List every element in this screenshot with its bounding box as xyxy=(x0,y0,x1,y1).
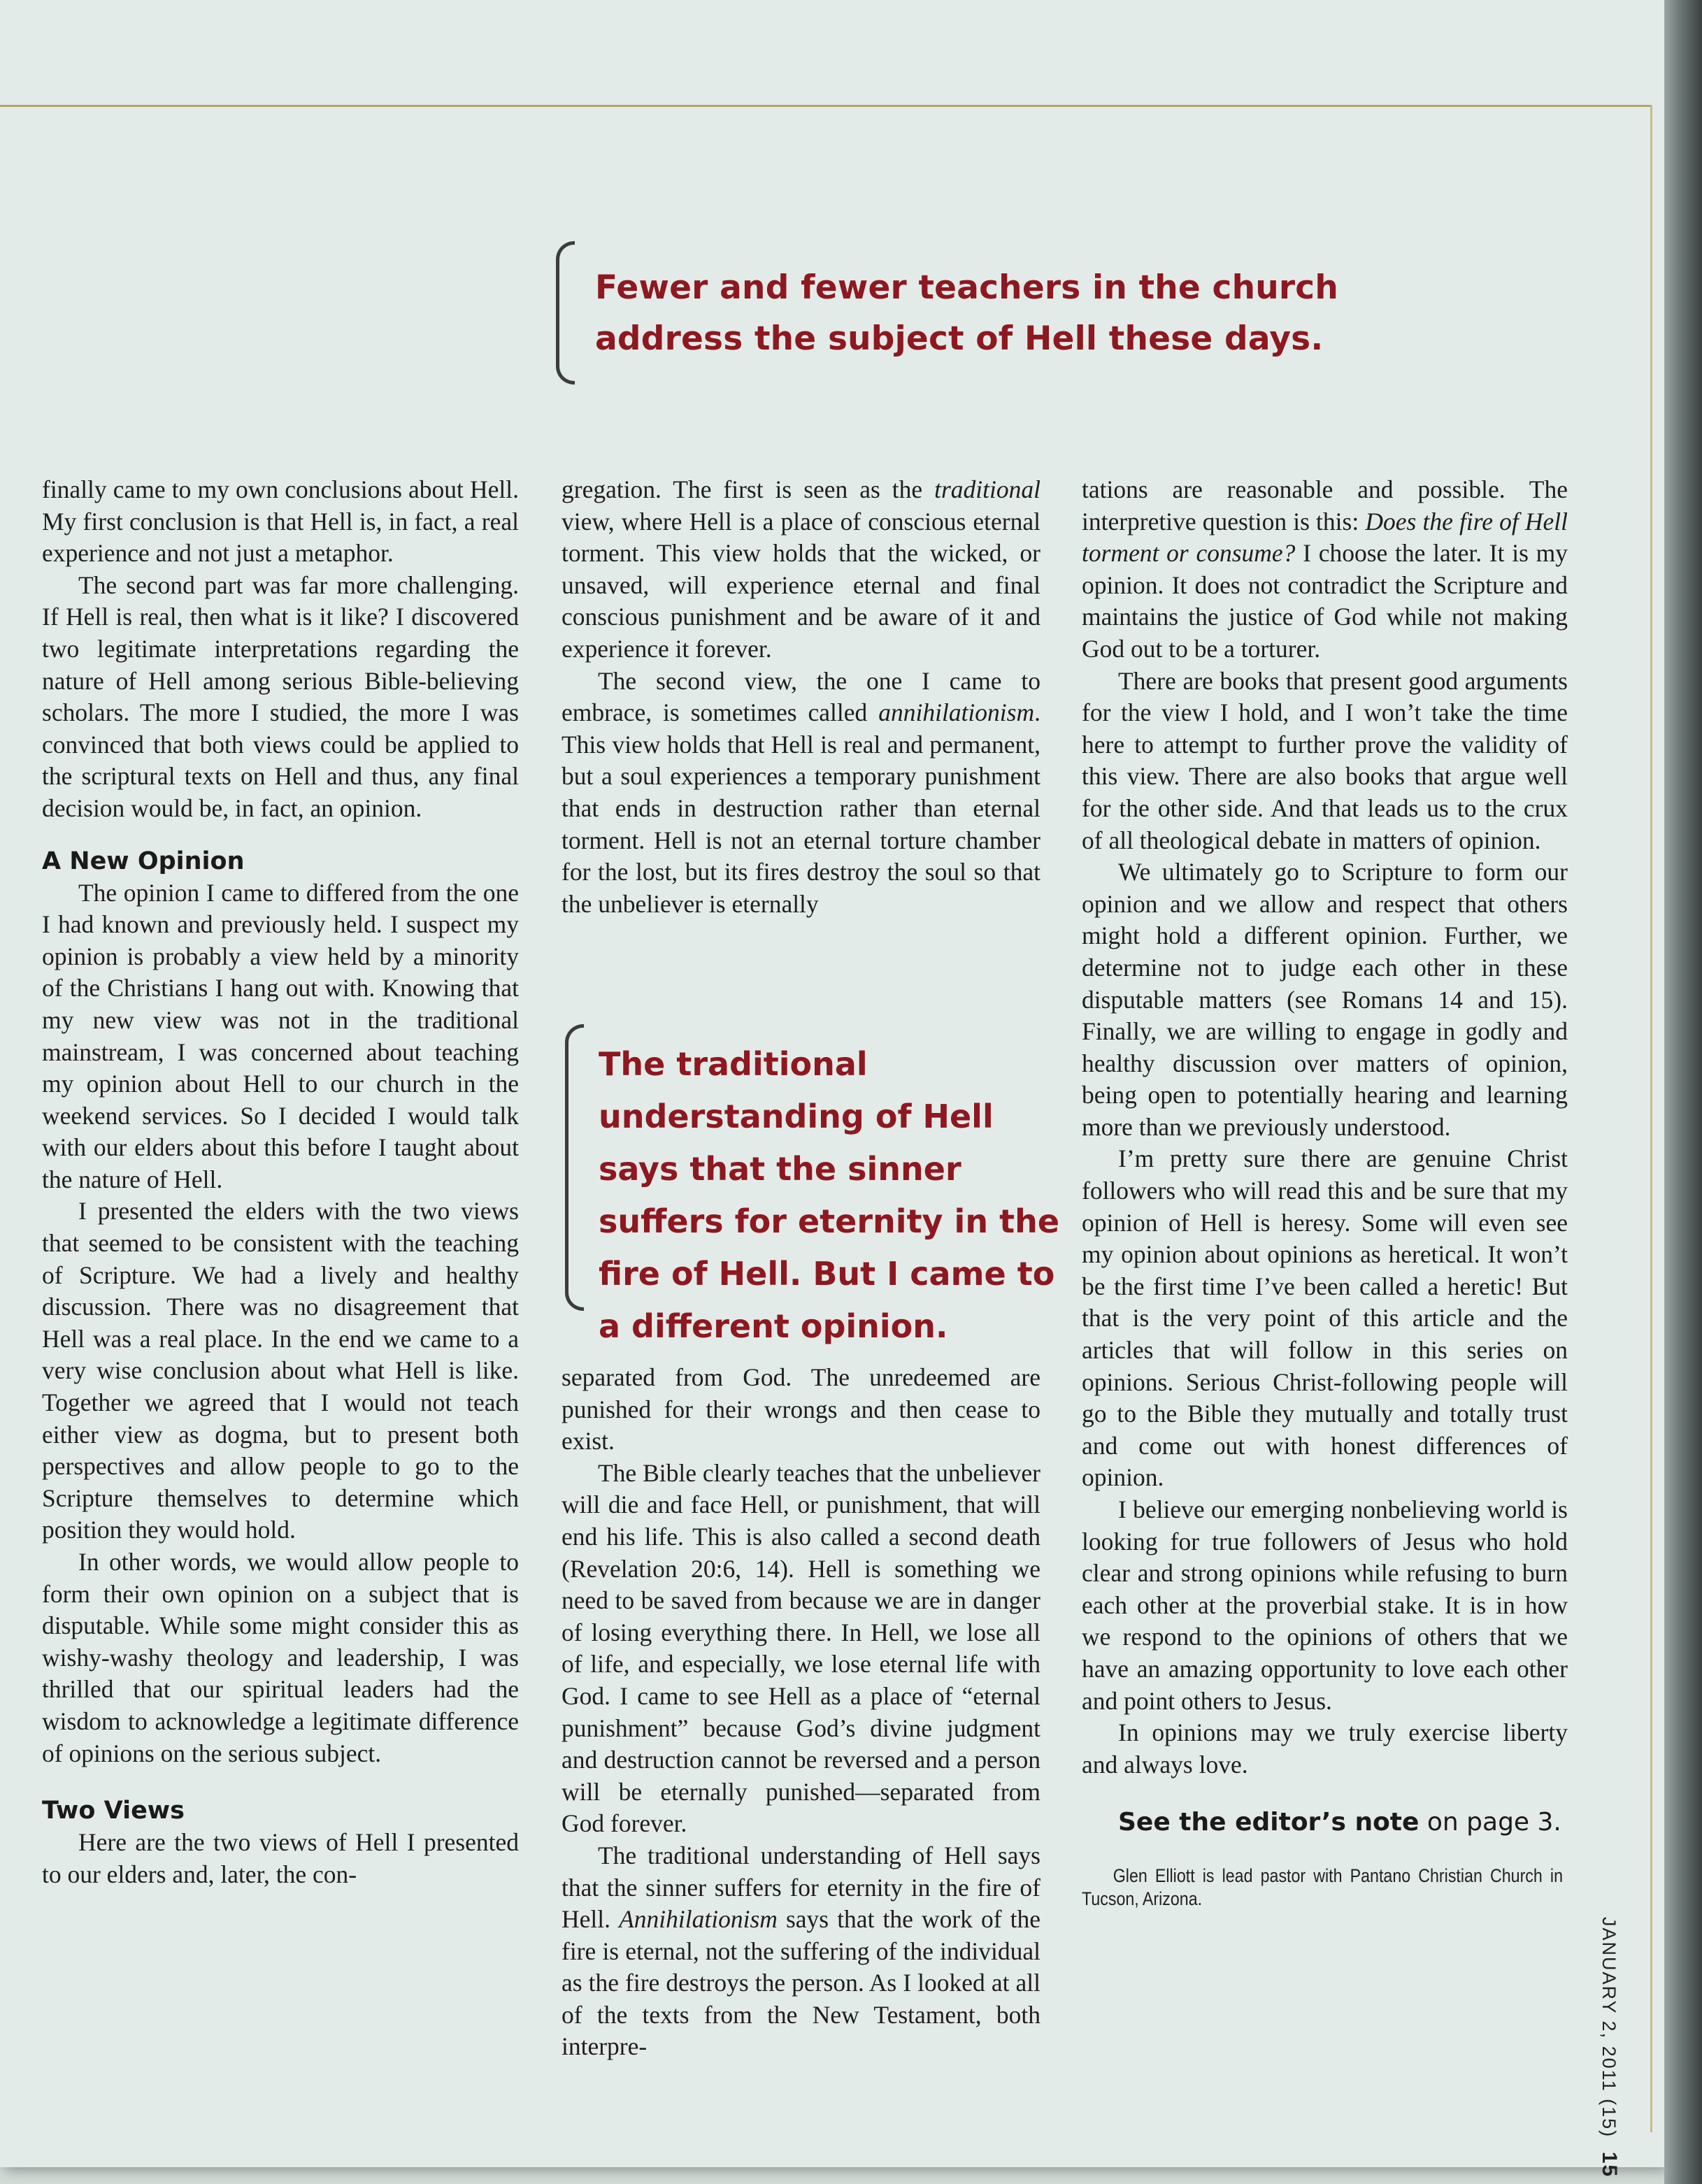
paragraph: There are books that present good arguments for the view I hold, and I won’t take the time here to attempt to further prove the validity of this view. There are also books that argue well for the other side. And that leads us to the crux of all theological debate in matters of opinion. xyxy=(1082,666,1568,854)
article-column-1 xyxy=(42,474,519,1890)
page-number: 15 xyxy=(1598,2151,1621,2178)
paragraph: The second view, the one I came to embrace, is sometimes called annihilationism. This view holds that Hell is real and permanent, but a soul experiences a temporary punishment that ends in destruction rather than eternal torment. Hell is not an eternal torture chamber for the lost, but its fires destroy the soul so that the unbeliever is eternally xyxy=(562,666,1040,918)
paragraph: I’m pretty sure there are genuine Christ followers who will read this and be sure that my opinion of Hell is heresy. Some will even see my opinion about opinions as heretical. It won’t be the first time I’ve been called a heretic! But that is the very point of this article and the articles that will follow in this series on opinions. Serious Christ-following people will go to the Bible they mutually and totally trust and come out with honest differences of opinion. xyxy=(1082,1144,1568,1492)
page-edge-shadow xyxy=(1664,0,1702,2184)
paragraph: The Bible clearly teaches that the unbeliever will die and face Hell, or punishment, that will end his life. This is also called a second death (Revelation 20:6, 14). Hell is something we need to be saved from because we are in danger of losing everything there. In Hell, we lose all of life, and especially, we lose eternal life with God. I came to see Hell as a place of “eternal punishment” because God’s divine judgment and destruction cannot be reversed and a person will be eternally punished—separated from God forever. xyxy=(562,1458,1040,1838)
pull-quote-top xyxy=(556,241,1493,385)
paragraph: I presented the elders with the two views that seemed to be consistent with the teaching of Scripture. We had a lively and healthy discussion. There was no disagreement that Hell was a real place. In the end we came to a very wise conclusion about what Hell is like. Together we agreed that I would not teach either view as dogma, but to present both perspectives and allow people to go to the Scripture themselves to determine which position they would hold. xyxy=(42,1197,519,1544)
paragraph: We ultimately go to Scripture to form our opinion and we allow and respect that others might hold a different opinion. Further, we determine not to judge each other in these disputable matters (see Romans 14 and 15). Finally, we are willing to engage in godly and healthy discussion over matters of opinion, being open to potentially hearing and learning more than we previously understood. xyxy=(1082,858,1568,1141)
paragraph: The second part was far more challenging. If Hell is real, then what is it like? I discovered two legitimate interpretations regarding the nature of Hell among serious Bible-believing scholars. The more I studied, the more I was convinced that both views could be applied to the scriptural texts on Hell and thus, any final decision would be, in fact, an opinion. xyxy=(42,570,519,822)
paragraph: Here are the two views of Hell I presented to our elders and, later, the con- xyxy=(42,1828,519,1888)
paragraph: separated from God. The unredeemed are punished for their wrongs and then cease to exist. xyxy=(562,1363,1040,1456)
pull-quote-middle xyxy=(565,1024,1068,1345)
paragraph: tations are reasonable and possible. The interpretive question is this: Does the fire of Hell torment or consume? I choose the later. It is my opinion. It does not contradict the Scripture and maintains the justice of God while not making God out to be a torturer. xyxy=(1082,475,1568,663)
folio-issue: (15) xyxy=(1599,2099,1619,2139)
pull-quote-top-text: Fewer and fewer teachers in the church address the subject of Hell these days. xyxy=(595,268,1339,358)
pull-quote-middle-text: The traditional understanding of Hell says that the sinner suffers for eternity in the fire of Hell. But I came to a different opinion. xyxy=(599,1045,1060,1345)
paragraph: The opinion I came to differed from the one I had known and previously held. I suspect my opinion is probably a view held by a minority of the Christians I hang out with. Knowing that my new view was not in the traditional mainstream, I was concerned about teaching my opinion about Hell to our church in the weekend services. So I decided I would talk with our elders about this before I taught about the nature of Hell. xyxy=(42,878,519,1193)
article-column-2-lower xyxy=(562,1362,1040,2063)
pull-quote-bracket xyxy=(556,241,575,385)
article-column-2-upper xyxy=(562,474,1040,920)
folio-date: JANUARY 2, 2011 xyxy=(1599,1917,1619,2092)
subhead-a-new-opinion: A New Opinion xyxy=(42,847,245,875)
paragraph: In other words, we would allow people to form their own opinion on a subject that is disputable. While some might consider this as wishy-washy theology and leadership, I was thrilled that our spiritual leaders had the wisdom to acknowledge a legitimate difference of opinions on the serious subject. xyxy=(42,1548,519,1767)
page-folio xyxy=(1597,1917,1621,2178)
paragraph: The traditional understanding of Hell says that the sinner suffers for eternity in the fire of Hell. Annihilationism says that the work of the fire is eternal, not the suffering of the individual as the fire destroys the person. As I looked at all of the texts from the New Testament, both interpre- xyxy=(562,1841,1041,2061)
right-rule xyxy=(1650,105,1652,2132)
paragraph: In opinions may we truly exercise liberty and always love. xyxy=(1082,1718,1568,1779)
author-bio: Glen Elliott is lead pastor with Pantano Christian Church in Tucson, Arizona. xyxy=(1082,1865,1563,1910)
paragraph: I believe our emerging nonbelieving world is looking for true followers of Jesus who hold clear and strong opinions while refusing to burn each other at the proverbial stake. It is in how we respond to the opinions of others that we have an amazing opportunity to love each other and point others to Jesus. xyxy=(1082,1495,1568,1715)
editor-note: See the editor’s note on page 3. xyxy=(1118,1808,1561,1837)
top-rule xyxy=(0,105,1652,107)
pull-quote-bracket xyxy=(565,1024,584,1311)
article-column-3 xyxy=(1082,474,1568,1911)
subhead-two-views: Two Views xyxy=(42,1797,185,1825)
paragraph: finally came to my own conclusions about Hell. My first conclusion is that Hell is, in fact, a real experience and not just a metaphor. xyxy=(42,475,519,568)
paragraph: gregation. The first is seen as the traditional view, where Hell is a place of conscious eternal torment. This view holds that the wicked, or unsaved, will experience eternal and final conscious punishment and be aware of it and experience it forever. xyxy=(562,475,1040,663)
